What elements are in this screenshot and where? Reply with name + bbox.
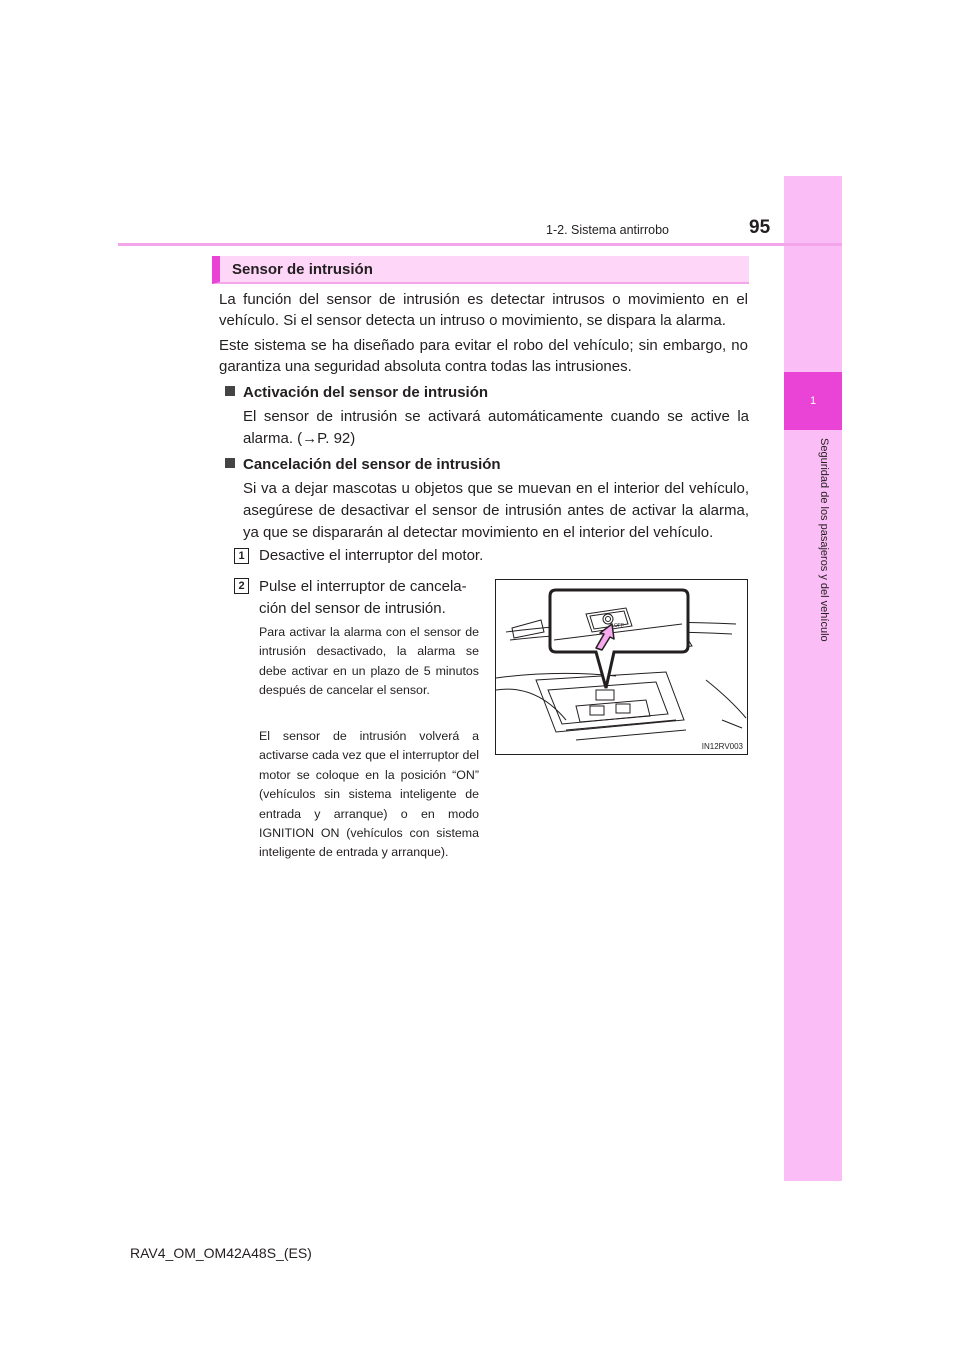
step-2-line-1: Pulse el interruptor de cancela- — [259, 578, 467, 595]
figure-code: IN12RV003 — [701, 742, 743, 751]
bullet-square-icon — [225, 458, 235, 468]
header-rule — [118, 243, 842, 246]
intro-paragraph-2: Este sistema se ha diseñado para evitar el robo del vehículo; sin embargo, no garantiza una seguridad absoluta contra todas las intrusiones. — [219, 337, 748, 375]
cancellation-heading — [225, 454, 501, 475]
intrusion-sensor-off-switch-illustration — [496, 580, 748, 755]
svg-text:OFF: OFF — [614, 623, 624, 629]
bullet-square-icon — [225, 386, 235, 396]
intro-paragraph-1: La función del sensor de intrusión es detectar intrusos o movimiento en el vehículo. Si el sensor detecta un intruso o movimiento, se dispara la alarma. — [219, 291, 748, 329]
cancellation-text: Si va a dejar mascotas u objetos que se muevan en el interior del vehículo, asegúrese de desactivar el sensor de intrusión antes de activar la alarma, ya que se dispararán al detectar movimiento en el interior del vehículo. — [243, 480, 749, 541]
intrusion-sensor-figure — [495, 579, 748, 755]
section-title: Sensor de intrusión — [232, 261, 373, 278]
page-number: 95 — [749, 217, 771, 238]
chapter-number: 1 — [784, 372, 842, 430]
activation-heading-text: Activación del sensor de intrusión — [243, 384, 489, 401]
step-2-line-2: ción del sensor de intrusión. — [259, 600, 446, 617]
document-id: RAV4_OM_OM42A48S_(ES) — [130, 1245, 312, 1261]
step-1-text: Desactive el interruptor del motor. — [259, 547, 484, 564]
section-header — [212, 256, 749, 284]
step-number-2: 2 — [234, 578, 249, 594]
activation-heading — [225, 382, 488, 403]
section-reference: 1-2. Sistema antirrobo — [546, 223, 669, 237]
chapter-title: Seguridad de los pasajeros y del vehículo — [818, 438, 830, 642]
cancellation-heading-text: Cancelación del sensor de intrusión — [243, 456, 501, 473]
step-number-1: 1 — [234, 548, 249, 564]
note-2: El sensor de intrusión volverá a activarse cada vez que el interruptor del motor se coloque en la posición “ON” (vehículos sin sistema inteligente de entrada y arranque) o en modo IGNITION ON (vehículos con sistema inteligente de entrada y arranque). — [259, 729, 479, 860]
note-1: Para activar la alarma con el sensor de intrusión desactivado, la alarma se debe activar en un plazo de 5 minutos después de cancelar el sensor. — [259, 625, 479, 698]
activation-text: El sensor de intrusión se activará automáticamente cuando se active la alarma. (→P. 92) — [243, 408, 749, 447]
